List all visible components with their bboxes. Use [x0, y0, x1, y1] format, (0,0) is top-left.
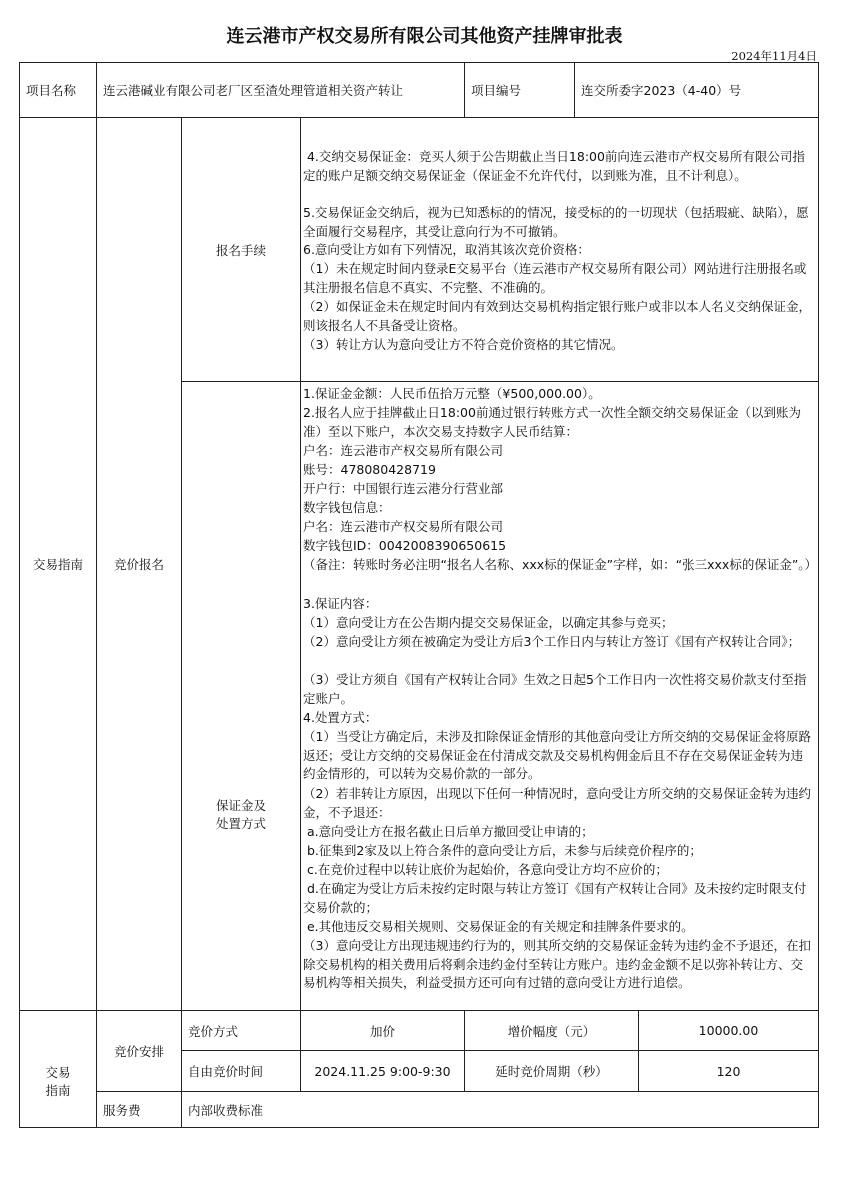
- deposit-line: 户名：连云港市产权交易所有限公司: [303, 519, 504, 534]
- deposit-label-line2: 处置方式: [215, 816, 266, 831]
- signup-line: （1）未在规定时间内登录E交易平台（连云港市产权交易所有限公司）网站进行注册报名或其注册报名信息不真实、不完整、不准确的。: [303, 261, 807, 295]
- increment-value: 10000.00: [638, 1010, 819, 1051]
- deposit-line: 1.保证金金额：人民币伍拾万元整（¥500,000.00）。: [303, 386, 601, 401]
- project-name-label: 项目名称: [19, 62, 97, 118]
- signup-procedure-content: [300, 117, 819, 382]
- form-date: 2024年11月4日: [731, 49, 817, 63]
- deposit-line: 户名：连云港市产权交易所有限公司: [303, 443, 504, 458]
- deposit-line: （备注：转账时务必注明“报名人名称、xxx标的保证金”字样，如：“张三xxx标的保证金”。）: [303, 557, 818, 572]
- deposit-line: 数字钱包信息：: [303, 500, 391, 515]
- signup-line: 6.意向受让方如有下列情况，取消其该次竞价资格：: [303, 242, 590, 257]
- deposit-label-line1: 保证金及: [215, 798, 266, 813]
- signup-line: （3）转让方认为意向受让方不符合竞价资格的其它情况。: [303, 337, 624, 352]
- deposit-line: （2）若非转让方原因，出现以下任何一种情况时，意向受让方所交纳的交易保证金转为违约金，不予退还：: [303, 786, 811, 820]
- delay-period-value: 120: [638, 1050, 819, 1092]
- deposit-line: 数字钱包ID：0042008390650615: [303, 538, 507, 553]
- delay-period-label: 延时竞价周期（秒）: [464, 1050, 639, 1092]
- increment-label: 增价幅度（元）: [464, 1010, 639, 1051]
- bid-method-value: 加价: [300, 1010, 465, 1051]
- project-code-label: 项目编号: [464, 62, 575, 118]
- deposit-line: 4.处置方式：: [303, 710, 378, 725]
- deposit-line: （1）意向受让方在公告期内提交交易保证金，以确定其参与竞买；: [303, 615, 674, 630]
- section-trade-guide-2: [19, 1010, 97, 1128]
- signup-line: 4.交纳交易保证金：竞买人须于公告期截止当日18:00前向连云港市产权交易所有限公司指定的账户足额交纳交易保证金（保证金不允许代付，以到账为准，且不计利息）。: [303, 149, 805, 183]
- deposit-line: 账号：478080428719: [303, 462, 436, 477]
- bid-method-label: 竞价方式: [181, 1010, 301, 1051]
- deposit-line: 开户行：中国银行连云港分行营业部: [303, 481, 504, 496]
- section-trade-guide: 交易指南: [19, 117, 97, 1011]
- deposit-line: （3）受让方须自《国有产权转让合同》生效之日起5个工作日内一次性将交易价款支付至指定账户。: [303, 672, 807, 706]
- project-code-value: 连交所委字2023（4-40）号: [574, 62, 819, 118]
- deposit-line: （2）意向受让方须在被确定为受让方后3个工作日内与转让方签订《国有产权转让合同》；: [303, 634, 801, 649]
- deposit-line: d.在确定为受让方后未按约定时限与转让方签订《国有产权转让合同》及未按约定时限支付交易价款的；: [303, 881, 807, 915]
- bidding-arrangement-label: 竞价安排: [96, 1010, 182, 1092]
- section-trade-guide-2-line1: 交易: [45, 1065, 71, 1080]
- deposit-line: 2.报名人应于挂牌截止日18:00前通过银行转账方式一次性全额交纳交易保证金（以到账为准）至以下账户，本次交易支持数字人民币结算：: [303, 405, 801, 439]
- signup-line: （2）如保证金未在规定时间内有效到达交易机构指定银行账户或非以本人名义交纳保证金，则该报名人不具备受让资格。: [303, 299, 811, 333]
- deposit-line: a.意向受让方在报名截止日后单方撤回受让申请的；: [303, 824, 594, 839]
- deposit-line: （3）意向受让方出现违规违约行为的，则其所交纳的交易保证金转为违约金不予退还，在扣除交易机构的相关费用后将剩余违约金付至转让方账户。违约金金额不足以弥补转让方、交易机构等相关损失，利益受损方还可向有过错的意向受让方进行追偿。: [303, 938, 811, 991]
- service-fee-label: 服务费: [96, 1091, 182, 1128]
- deposit-line: b.征集到2家及以上符合条件的意向受让方后，未参与后续竞价程序的；: [303, 843, 702, 858]
- section-bidding-signup: 竞价报名: [96, 117, 182, 1011]
- free-bid-time-label: 自由竞价时间: [181, 1050, 301, 1092]
- free-bid-time-value: 2024.11.25 9:00-9:30: [300, 1050, 465, 1092]
- service-fee-value: 内部收费标准: [181, 1091, 819, 1128]
- project-name-value: 连云港碱业有限公司老厂区至渣处理管道相关资产转让: [96, 62, 465, 118]
- deposit-line: （1）当受让方确定后，未涉及扣除保证金情形的其他意向受让方所交纳的交易保证金将原路返还；受让方交纳的交易保证金在付清成交款及交易机构佣金后且不存在交易保证金转为违约金情形的，可以转为交易价款的一部分。: [303, 729, 811, 782]
- signup-procedure-label: 报名手续: [181, 117, 301, 382]
- section-trade-guide-2-line2: 指南: [45, 1083, 71, 1098]
- deposit-label: [181, 381, 301, 1011]
- deposit-line: c.在竞价过程中以转让底价为起始价，各意向受让方均不应价的；: [303, 862, 668, 877]
- deposit-content: [300, 381, 819, 1011]
- deposit-line: 3.保证内容：: [303, 596, 378, 611]
- signup-line: 5.交易保证金交纳后，视为已知悉标的的情况，接受标的的一切现状（包括瑕疵、缺陷），愿全面履行交易程序，其受让意向行为不可撤销。: [303, 205, 809, 239]
- page-title: 连云港市产权交易所有限公司其他资产挂牌审批表: [226, 26, 623, 47]
- deposit-line: e.其他违反交易相关规则、交易保证金的有关规定和挂牌条件要求的。: [303, 919, 694, 934]
